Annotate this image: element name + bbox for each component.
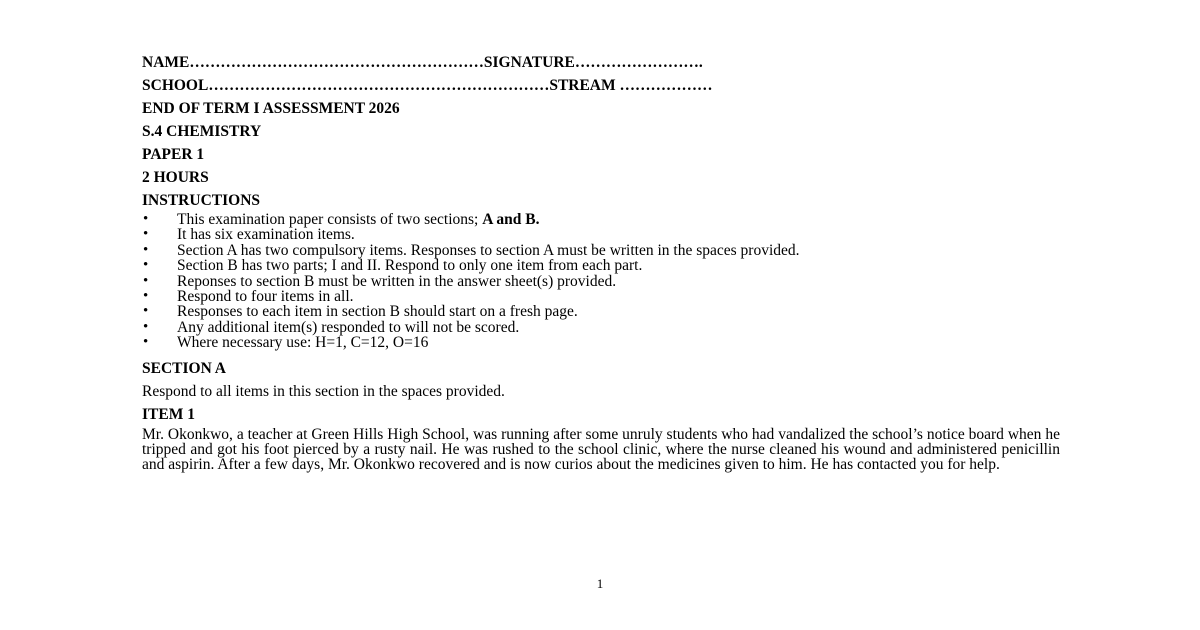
exam-header — [142, 51, 1060, 212]
item-1-title: ITEM 1 — [142, 405, 195, 423]
list-item: • Section A has two compulsory items. Responses to section A must be written in the spaces provided. — [142, 243, 1060, 258]
section-a-instruction: Respond to all items in this section in the spaces provided. — [142, 382, 505, 400]
item-1-text: Mr. Okonkwo, a teacher at Green Hills High School, was running after some unruly students who had vandalized the school’s notice board when he tripped and got his foot pierced by a rusty nail. He was rushed to the school clinic, where the nurse cleaned his wound and administered penicillin and aspirin. After a few days, Mr. Okonkwo recovered and is now curios about the medicines given to him. He has contacted you for help. — [142, 425, 1060, 474]
section-a-title: SECTION A — [142, 359, 226, 377]
name-signature-line: NAME…………………………………………………SIGNATURE……………………. — [142, 54, 703, 71]
instructions-list — [142, 212, 1060, 351]
paper-title: PAPER 1 — [142, 146, 205, 163]
assessment-title: END OF TERM I ASSESSMENT 2026 — [142, 100, 400, 117]
list-item: • Reponses to section B must be written in the answer sheet(s) provided. — [142, 274, 1060, 289]
list-item: • It has six examination items. — [142, 227, 1060, 242]
school-stream-line: SCHOOL…………………………………………………………STREAM ……………… — [142, 77, 713, 94]
subject-title: S.4 CHEMISTRY — [142, 123, 262, 140]
list-item: • Respond to four items in all. — [142, 289, 1060, 304]
instructions-title: INSTRUCTIONS — [142, 192, 261, 209]
list-item: • Where necessary use: H=1, C=12, O=16 — [142, 335, 1060, 350]
list-item: • Section B has two parts; I and II. Respond to only one item from each part. — [142, 258, 1060, 273]
list-item: • Responses to each item in section B should start on a fresh page. — [142, 304, 1060, 319]
list-item: • This examination paper consists of two sections; A and B. — [142, 212, 1060, 227]
list-item: • Any additional item(s) responded to will not be scored. — [142, 320, 1060, 335]
page-number: 1 — [596, 576, 604, 591]
duration-title: 2 HOURS — [142, 169, 209, 186]
exam-page — [142, 51, 1060, 473]
